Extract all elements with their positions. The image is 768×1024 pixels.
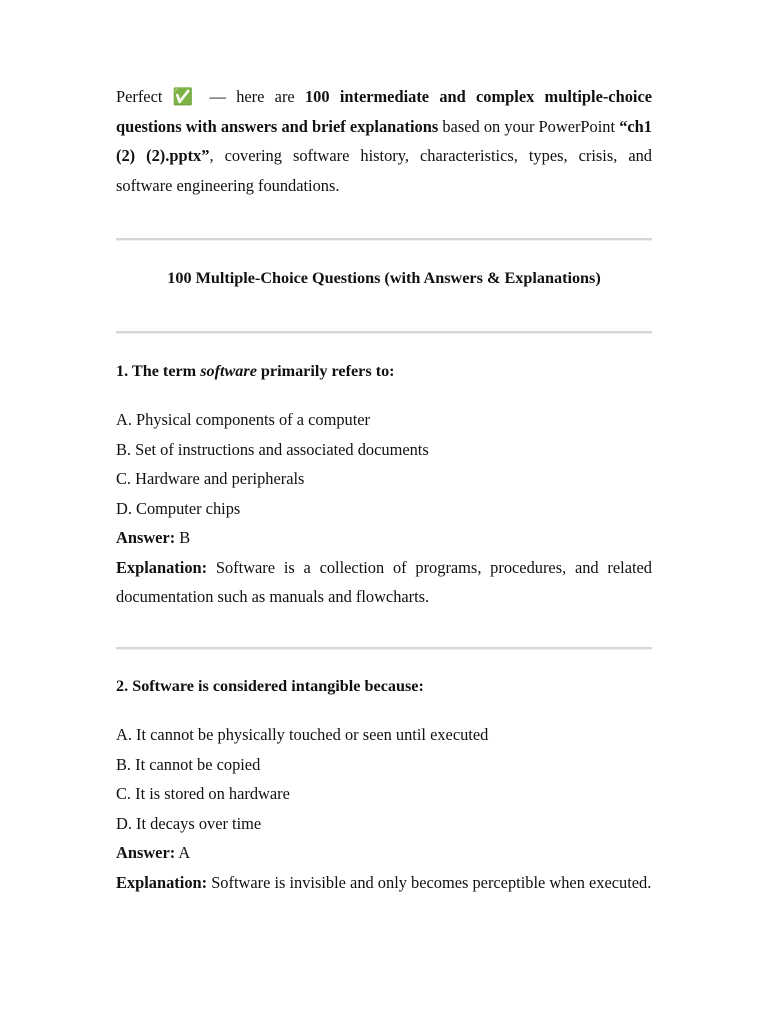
explanation [116,553,652,612]
intro-paragraph [116,82,652,200]
options-list [116,720,652,897]
intro-text-3: , covering software history, characteristics, types, crisis, and software engineering foundations. [116,146,652,195]
question-title-emphasis: software [200,362,257,380]
explanation-text: Software is invisible and only becomes perceptible when executed. [207,872,652,892]
option-c: C. It is stored on hardware [116,784,290,803]
option-a: A. Physical components of a computer [116,410,370,429]
answer-line [116,838,652,868]
horizontal-divider [116,331,652,334]
section-heading: 100 Multiple-Choice Questions (with Answers & Explanations) [167,269,601,287]
answer-value: A [175,843,191,862]
intro-text-2: based on your PowerPoint [438,116,620,136]
option-c: C. Hardware and peripherals [116,469,305,488]
question-2 [116,674,652,897]
intro-bold-phrase: 100 intermediate and complex multiple-choice questions with answers and brief explanations [116,87,652,136]
explanation-text: Software is a collection of programs, procedures, and related documentation such as manuals and flowcharts. [116,557,652,606]
intro-text-1: Perfect ✅ — here are [116,87,305,106]
options-list [116,405,652,612]
question-title: 2. Software is considered intangible because: [116,677,424,695]
option-a: A. It cannot be physically touched or seen until executed [116,725,489,744]
answer-label: Answer: [116,843,176,862]
question-title-text: primarily refers to: [256,362,395,380]
explanation-label: Explanation: [116,872,208,892]
answer-value: B [175,528,191,547]
option-b: B. It cannot be copied [116,754,261,774]
explanation [116,868,652,898]
explanation-label: Explanation: [116,557,208,577]
question-title [116,359,652,383]
question-1 [116,359,652,612]
answer-line [116,523,652,553]
question-title-text: 1. The term [116,362,201,380]
answer-label: Answer: [116,528,176,547]
intro-filename: “ch1 (2) (2).pptx” [116,116,652,165]
option-d: D. Computer chips [116,498,241,518]
horizontal-divider [116,647,652,650]
option-b: B. Set of instructions and associated documents [116,439,429,459]
horizontal-divider [116,238,652,241]
option-d: D. It decays over time [116,813,262,833]
